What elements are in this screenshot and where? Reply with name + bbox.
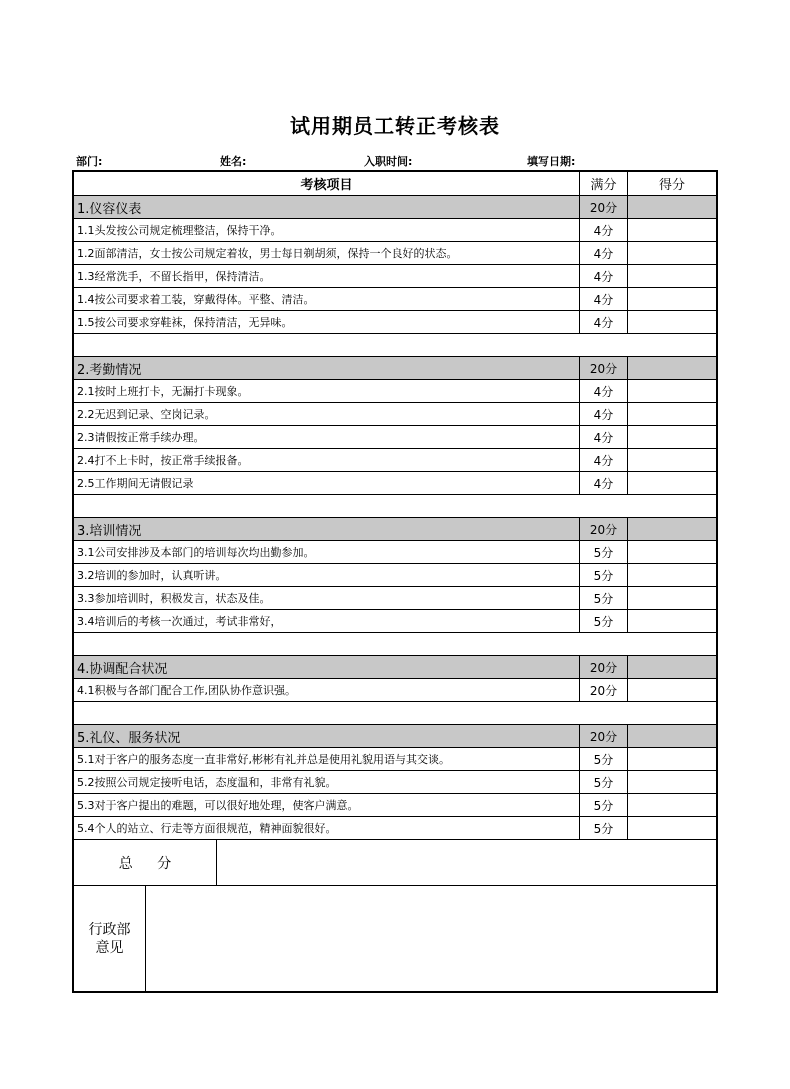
item-row: [74, 265, 716, 288]
opinion-label-line1: 行政部: [88, 921, 131, 938]
item-row: [74, 426, 716, 449]
section-row: [74, 725, 716, 748]
item-text: 1.5按公司要求穿鞋袜，保持清洁，无异味。: [74, 311, 580, 333]
item-text: 1.2面部清洁，女士按公司规定着妆，男士每日剃胡须，保持一个良好的状态。: [74, 242, 580, 264]
section-score-cell[interactable]: [628, 656, 716, 678]
entry-date-label: 入职时间:: [364, 155, 413, 168]
item-full-score: 4分: [580, 380, 628, 402]
total-row: [74, 840, 716, 886]
item-row: [74, 794, 716, 817]
section-score-cell[interactable]: [628, 518, 716, 540]
item-full-score: 5分: [580, 587, 628, 609]
item-row: [74, 771, 716, 794]
item-full-score: 4分: [580, 288, 628, 310]
item-score-cell[interactable]: [628, 472, 716, 494]
section-score-cell[interactable]: [628, 357, 716, 379]
item-score-cell[interactable]: [628, 610, 716, 632]
item-full-score: 5分: [580, 541, 628, 563]
item-row: [74, 817, 716, 840]
section-title: 4.协调配合状况: [74, 656, 580, 678]
header-score: 得分: [658, 178, 685, 193]
item-score-cell[interactable]: [628, 541, 716, 563]
item-full-score: 4分: [580, 426, 628, 448]
header-full: 满分: [580, 172, 628, 195]
item-row: [74, 449, 716, 472]
item-row: [74, 564, 716, 587]
section-full-score: 20分: [580, 656, 628, 678]
section-row: [74, 357, 716, 380]
section-full-score: 20分: [580, 725, 628, 747]
item-text: 2.1按时上班打卡，无漏打卡现象。: [74, 380, 580, 402]
name-label: 姓名:: [220, 155, 247, 168]
item-text: 5.1对于客户的服务态度一直非常好,彬彬有礼并总是使用礼貌用语与其交谈。: [74, 748, 580, 770]
item-full-score: 20分: [580, 679, 628, 701]
item-full-score: 5分: [580, 794, 628, 816]
item-full-score: 5分: [580, 748, 628, 770]
spacer-row: [74, 334, 716, 357]
item-text: 2.5工作期间无请假记录: [74, 472, 580, 494]
item-text: 2.3请假按正常手续办理。: [74, 426, 580, 448]
section-row: [74, 518, 716, 541]
spacer-row: [74, 633, 716, 656]
item-full-score: 5分: [580, 817, 628, 839]
item-score-cell[interactable]: [628, 403, 716, 425]
item-text: 2.4打不上卡时，按正常手续报备。: [74, 449, 580, 471]
total-score-cell[interactable]: [217, 840, 716, 885]
item-row: [74, 748, 716, 771]
item-score-cell[interactable]: [628, 288, 716, 310]
item-row: [74, 380, 716, 403]
section-score-cell[interactable]: [628, 725, 716, 747]
item-row: [74, 587, 716, 610]
item-row: [74, 679, 716, 702]
section-row: [74, 196, 716, 219]
item-full-score: 4分: [580, 265, 628, 287]
item-text: 3.2培训的参加时，认真听讲。: [74, 564, 580, 586]
item-text: 1.1头发按公司规定梳理整洁，保持干净。: [74, 219, 580, 241]
item-text: 4.1积极与各部门配合工作,团队协作意识强。: [74, 679, 580, 701]
item-full-score: 4分: [580, 219, 628, 241]
item-score-cell[interactable]: [628, 564, 716, 586]
item-full-score: 4分: [580, 311, 628, 333]
section-title: 3.培训情况: [74, 518, 580, 540]
spacer-row: [74, 702, 716, 725]
item-score-cell[interactable]: [628, 219, 716, 241]
item-text: 1.3经常洗手，不留长指甲，保持清洁。: [74, 265, 580, 287]
item-row: [74, 311, 716, 334]
item-score-cell[interactable]: [628, 817, 716, 839]
assessment-table: [72, 170, 718, 993]
item-text: 3.4培训后的考核一次通过，考试非常好，: [74, 610, 580, 632]
section-title: 5.礼仪、服务状况: [74, 725, 580, 747]
fill-date-label: 填写日期:: [527, 155, 576, 168]
admin-opinion-field[interactable]: [146, 886, 716, 991]
item-row: [74, 403, 716, 426]
item-score-cell[interactable]: [628, 794, 716, 816]
item-full-score: 4分: [580, 449, 628, 471]
section-title: 2.考勤情况: [74, 357, 580, 379]
item-text: 5.4个人的站立、行走等方面很规范，精神面貌很好。: [74, 817, 580, 839]
opinion-row: [74, 886, 716, 991]
item-full-score: 4分: [580, 242, 628, 264]
item-score-cell[interactable]: [628, 587, 716, 609]
item-score-cell[interactable]: [628, 679, 716, 701]
item-full-score: 5分: [580, 771, 628, 793]
dept-label: 部门:: [76, 155, 103, 168]
item-full-score: 4分: [580, 403, 628, 425]
item-text: 5.2按照公司规定接听电话，态度温和，非常有礼貌。: [74, 771, 580, 793]
spacer-row: [74, 495, 716, 518]
item-row: [74, 610, 716, 633]
admin-opinion-label: [74, 886, 146, 991]
item-text: 5.3对于客户提出的难题，可以很好地处理，使客户满意。: [74, 794, 580, 816]
item-full-score: 5分: [580, 564, 628, 586]
section-full-score: 20分: [580, 357, 628, 379]
item-score-cell[interactable]: [628, 748, 716, 770]
page-title: 试用期员工转正考核表: [290, 114, 500, 138]
item-row: [74, 288, 716, 311]
item-score-cell[interactable]: [628, 242, 716, 264]
item-row: [74, 242, 716, 265]
item-text: 2.2无迟到记录、空岗记录。: [74, 403, 580, 425]
total-label: 总 分: [74, 840, 217, 885]
section-score-cell[interactable]: [628, 196, 716, 218]
item-text: 1.4按公司要求着工装，穿戴得体。平整、清洁。: [74, 288, 580, 310]
item-score-cell[interactable]: [628, 265, 716, 287]
item-full-score: 4分: [580, 472, 628, 494]
section-full-score: 20分: [580, 518, 628, 540]
table-header-row: [74, 172, 716, 196]
item-row: [74, 472, 716, 495]
item-row: [74, 541, 716, 564]
item-score-cell[interactable]: [628, 771, 716, 793]
item-score-cell[interactable]: [628, 449, 716, 471]
opinion-label-text: [89, 921, 131, 957]
item-score-cell[interactable]: [628, 426, 716, 448]
item-full-score: 5分: [580, 610, 628, 632]
item-score-cell[interactable]: [628, 380, 716, 402]
opinion-label-line2: 意见: [95, 939, 124, 956]
item-score-cell[interactable]: [628, 311, 716, 333]
item-text: 3.3参加培训时，积极发言，状态及佳。: [74, 587, 580, 609]
item-row: [74, 219, 716, 242]
section-row: [74, 656, 716, 679]
section-full-score: 20分: [580, 196, 628, 218]
header-item: 考核项目: [74, 172, 580, 195]
item-text: 3.1公司安排涉及本部门的培训每次均出勤参加。: [74, 541, 580, 563]
section-title: 1.仪容仪表: [74, 196, 580, 218]
